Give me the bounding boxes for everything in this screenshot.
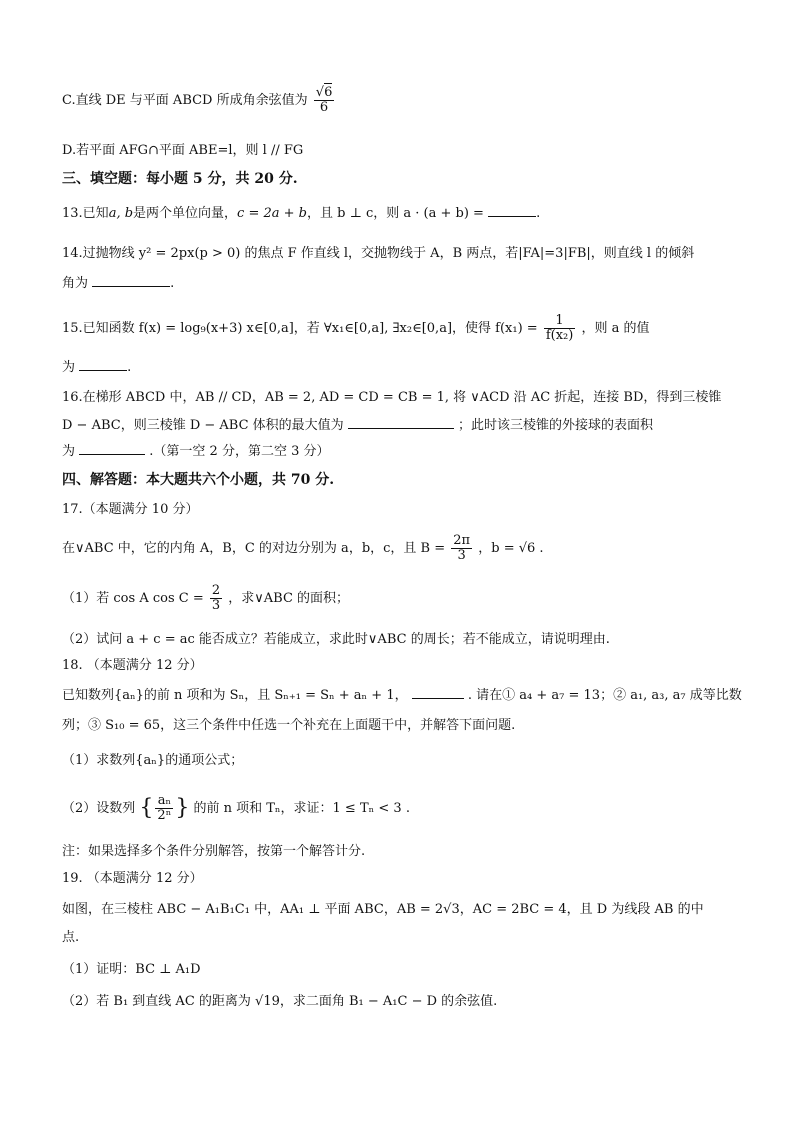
section-4-title: 四、解答题：本大题共六个小题，共 70 分. (62, 472, 335, 488)
q13-vectors: a, b (108, 206, 134, 221)
question-17-stem (62, 534, 544, 563)
question-14-line1: 14.过抛物线 y² = 2px(p > 0) 的焦点 F 作直线 l，交抛物线于 A，B 两点，若|FA|=3|FB|，则直线 l 的倾斜 (62, 246, 695, 261)
q17-part1-fraction (210, 584, 222, 613)
option-d: D.若平面 AFG∩平面 ABE=l，则 l // FG (62, 143, 304, 158)
question-17-part2: （2）试问 a + c = ac 能否成立？若能成立，求此时∨ABC 的周长；若不能成立，请说明理由. (62, 632, 610, 647)
option-c-text: C.直线 DE 与平面 ABCD 所成角余弦值为 (62, 93, 308, 108)
question-19-head: 19. （本题满分 12 分） (62, 871, 203, 886)
q16-line3b: .（第一空 2 分，第二空 3 分） (149, 444, 330, 459)
question-17-head: 17.（本题满分 10 分） (62, 502, 199, 517)
question-15-line1 (62, 314, 649, 343)
q17-fraction (451, 534, 472, 563)
question-18-note: 注：如果选择多个条件分别解答，按第一个解答计分. (62, 844, 366, 859)
question-14-line2: 角为 . (62, 276, 175, 291)
q17-part1a: （1）若 cos A cos C = (62, 591, 204, 606)
q16-answer-blank-1 (348, 416, 454, 429)
option-c-denominator: 6 (319, 100, 329, 115)
q16-line2b: ；此时该三棱锥的外接球的表面积 (457, 418, 653, 433)
q15-line1b: ，则 a 的值 (581, 321, 650, 336)
q18-left-brace: { (139, 795, 154, 821)
q16-answer-blank-2 (79, 442, 145, 455)
q13-prefix: 13.已知 (62, 206, 109, 221)
q13-expr: c = 2a + b (237, 206, 307, 221)
q17-denominator: 3 (457, 548, 466, 563)
q14-answer-blank (92, 274, 170, 287)
q14-line2-text: 角为 (62, 276, 89, 291)
question-17-part1 (62, 584, 349, 613)
q18-numerator: aₙ (155, 794, 173, 809)
option-c-fraction: $\frac{√6}{6}$ (315, 85, 333, 115)
question-18-part2 (62, 794, 410, 823)
question-16-line3 (62, 442, 330, 462)
q15-numerator: 1 (544, 314, 576, 329)
q17-part1b: ，求∨ABC 的面积； (228, 591, 350, 606)
q18-fraction (155, 794, 173, 823)
q13-answer-blank (488, 204, 536, 217)
section-3-title: 三、填空题：每小题 5 分，共 20 分. (62, 171, 298, 187)
question-19-line1: 如图，在三棱柱 ABC − A₁B₁C₁ 中，AA₁ ⊥ 平面 ABC，AB = 2√3，AC = 2BC = 4，且 D 为线段 AB 的中 (62, 902, 704, 917)
q17-part1-denominator: 3 (211, 598, 221, 613)
q17-numerator: 2π (453, 533, 471, 548)
option-c-numerator: 6 (324, 85, 333, 100)
option-c (62, 86, 336, 115)
q15-denominator: f(x₂) (545, 328, 574, 343)
q13-condition: ，且 b ⊥ c (307, 206, 374, 221)
q18-line1a: 已知数列{aₙ}的前 n 项和为 Sₙ，且 Sₙ₊₁ = Sₙ + aₙ + 1， (62, 688, 408, 703)
q18-denominator: 2ⁿ (157, 808, 172, 823)
q18-condition-blank (412, 686, 464, 699)
q18-right-brace: } (175, 795, 190, 821)
question-15-line2: 为 . (62, 360, 132, 375)
q15-fraction (544, 314, 576, 343)
q16-line2a: D − ABC，则三棱锥 D − ABC 体积的最大值为 (62, 418, 344, 433)
q15-answer-blank (79, 358, 127, 371)
question-13: 13.已知a, b是两个单位向量，c = 2a + b，且 b ⊥ c，则 a · (a + b) = . (62, 206, 541, 221)
question-18-head: 18. （本题满分 12 分） (62, 658, 203, 673)
q17-part1-numerator: 2 (211, 583, 221, 598)
q16-line3a: 为 (62, 444, 76, 459)
q13-ask: ，则 a · (a + b) = (373, 206, 484, 221)
q17-stem-a: 在∨ABC 中，它的内角 A，B，C 的对边分别为 a，b，c，且 B = (62, 541, 446, 556)
question-18-line2: 列；③ S₁₀ = 65，这三个条件中任选一个补充在上面题干中，并解答下面问题. (62, 718, 516, 733)
q15-line1a: 15.已知函数 f(x) = log₉(x+3) x∈[0,a]，若 ∀x₁∈[0,a], ∃x₂∈[0,a]，使得 f(x₁) = (62, 321, 538, 336)
q15-line2-text: 为 (62, 360, 76, 375)
question-19-part2: （2）若 B₁ 到直线 AC 的距离为 √19，求二面角 B₁ − A₁C − D 的余弦值. (62, 994, 498, 1009)
q18-part2b: 的前 n 项和 Tₙ，求证：1 ≤ Tₙ < 3 . (193, 801, 410, 816)
question-18-part1: （1）求数列{aₙ}的通项公式； (62, 753, 244, 768)
question-16-line1: 16.在梯形 ABCD 中，AB // CD，AB = 2, AD = CD = CB = 1, 将 ∨ACD 沿 AC 折起，连接 BD，得到三棱锥 (62, 390, 722, 405)
q18-part2a: （2）设数列 (62, 801, 136, 816)
question-19-line2: 点. (62, 930, 80, 945)
q17-stem-b: ，b = √6 . (478, 541, 544, 556)
question-19-part1: （1）证明：BC ⊥ A₁D (62, 962, 201, 977)
q18-line1b: . 请在① a₄ + a₇ = 13；② a₁, a₃, a₇ 成等比数 (467, 688, 742, 703)
q13-mid: 是两个单位向量， (133, 206, 238, 221)
question-18-line1 (62, 686, 742, 706)
question-16-line2 (62, 416, 653, 436)
